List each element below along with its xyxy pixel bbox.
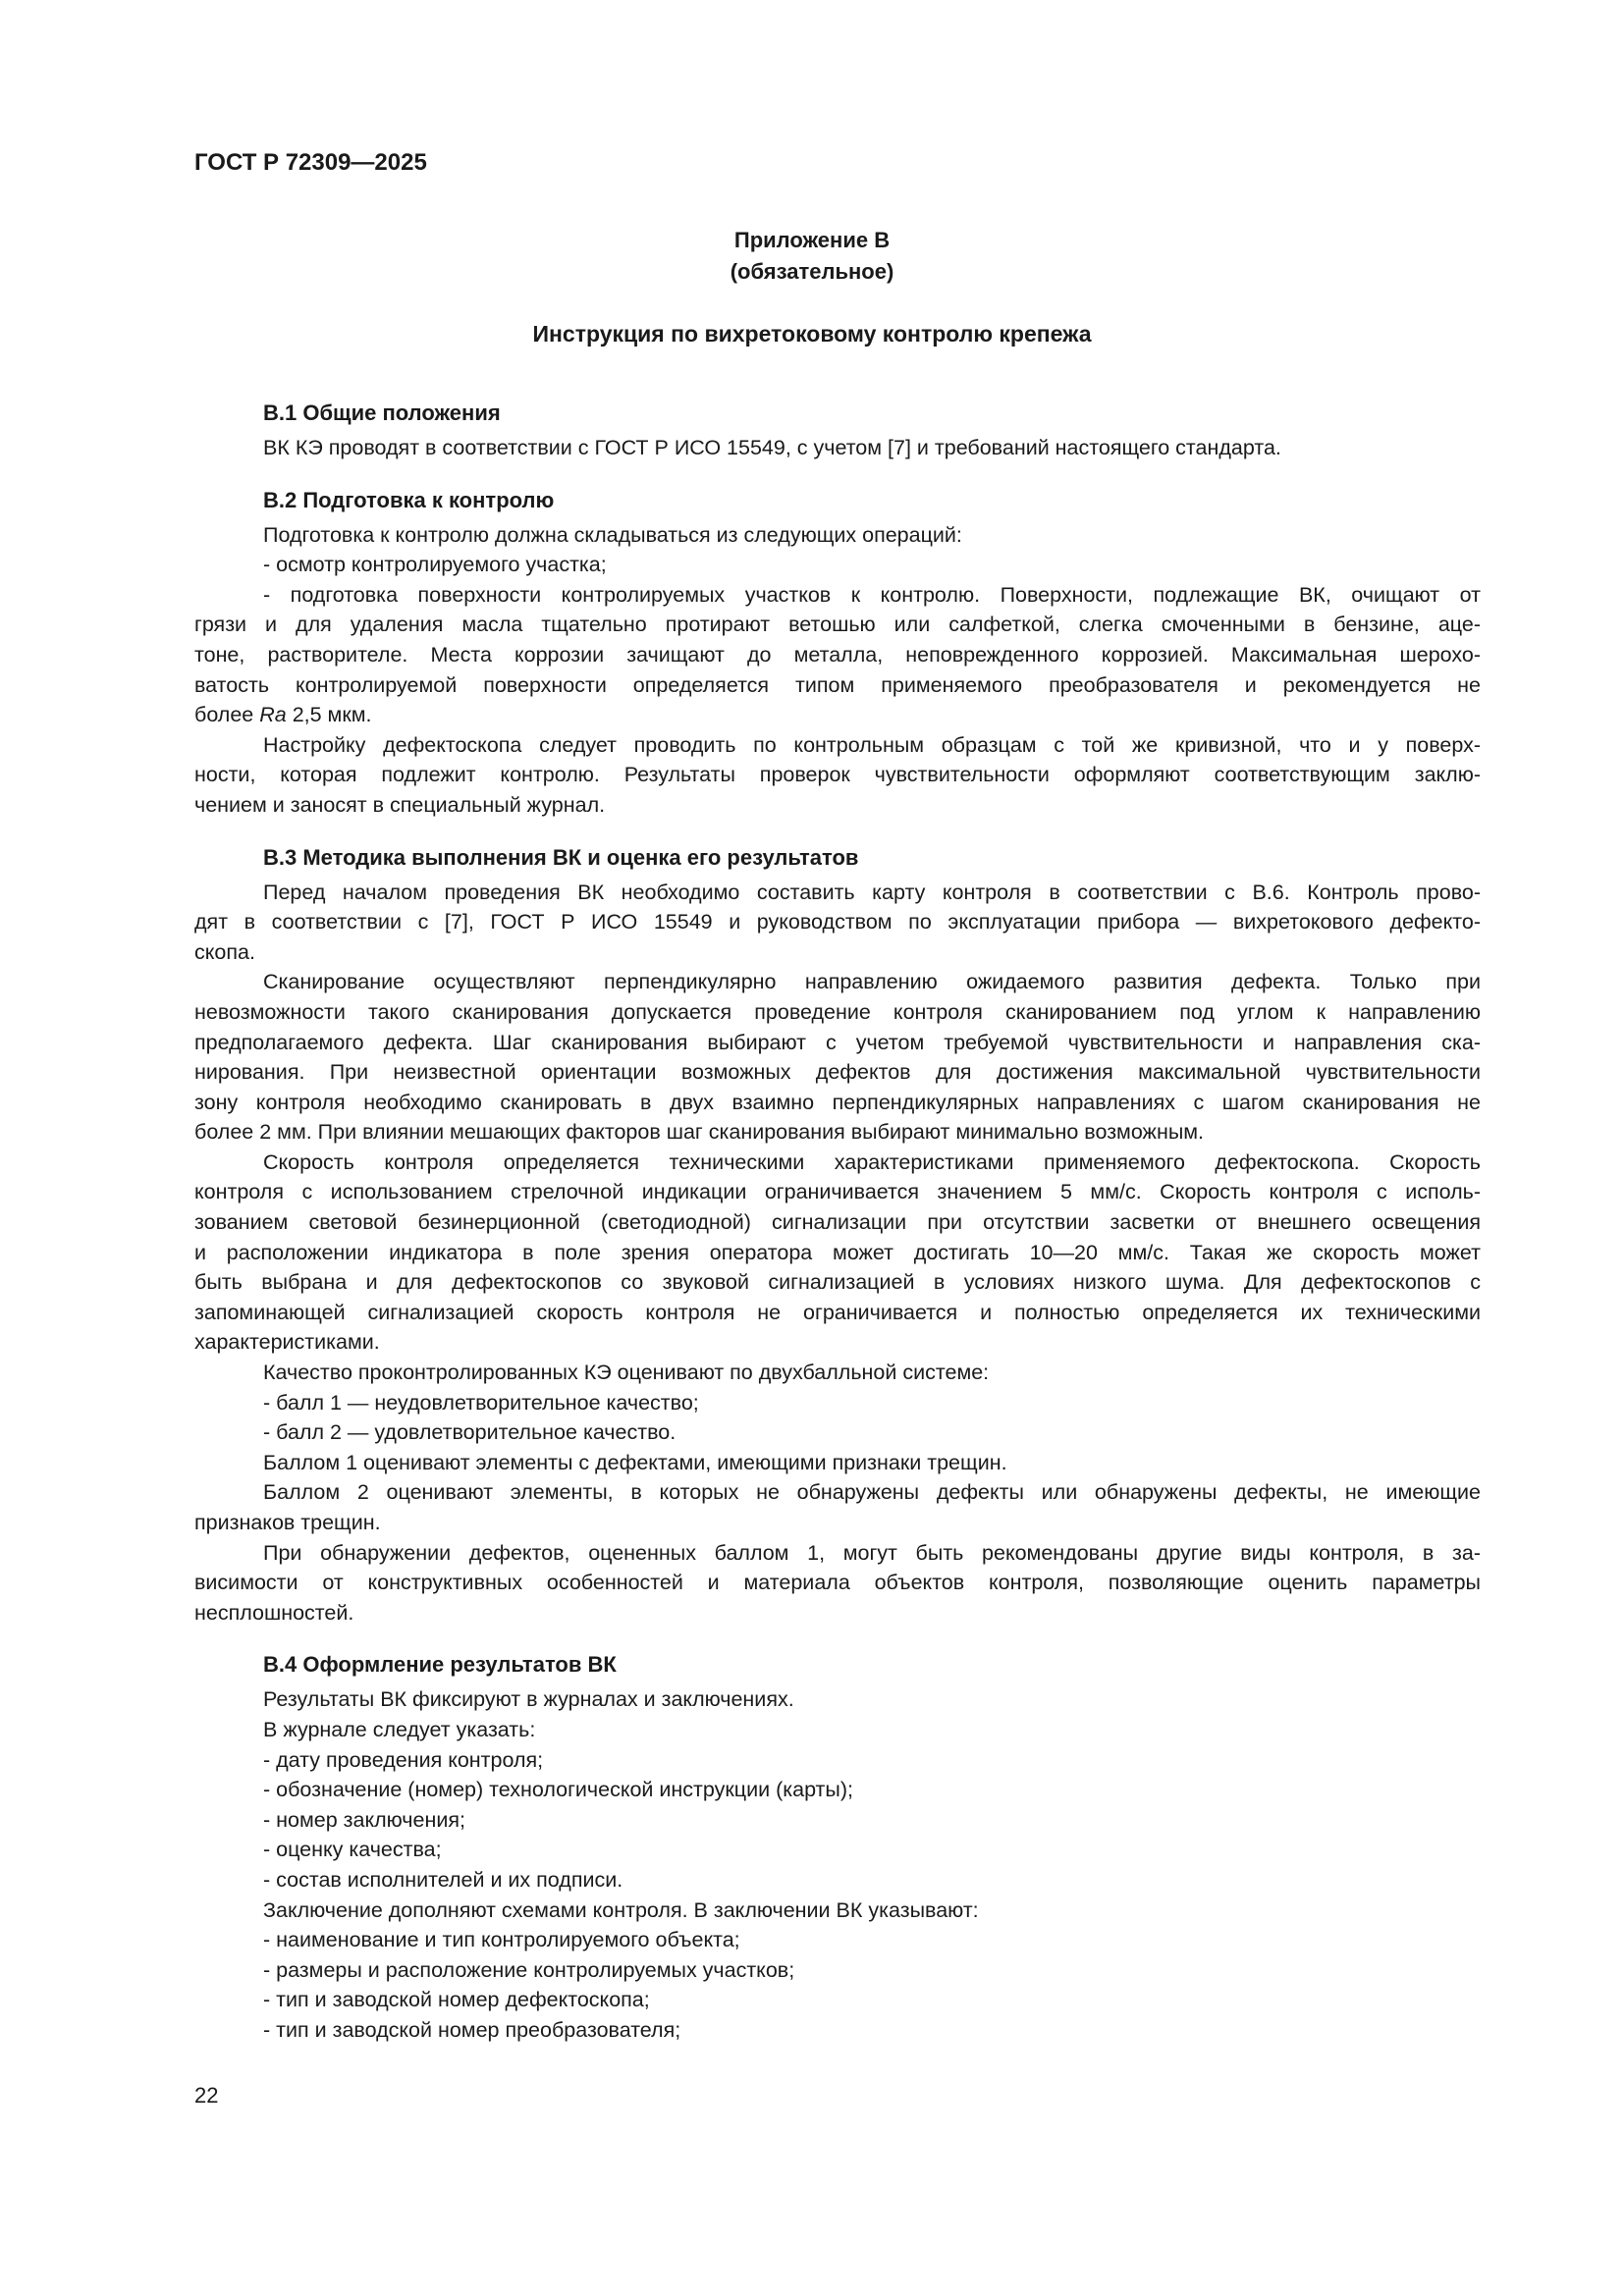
text-line: нирования. При неизвестной ориентации возможных дефектов для достижения максимальной чувствительности [194, 1060, 1481, 1085]
text-line: грязи и для удаления масла тщательно протирают ветошью или салфеткой, слегка смоченными в бензине, аце- [194, 613, 1481, 637]
text-line: дят в соответствии с [7], ГОСТ Р ИСО 15549 и руководством по эксплуатации прибора — вихретокового дефекто- [194, 910, 1481, 934]
annex-status: (обязательное) [730, 259, 894, 284]
text-line: Скорость контроля определяется техническими характеристиками применяемого дефектоскопа. Скорость [263, 1149, 1481, 1174]
text-line: предполагаемого дефекта. Шаг сканирования выбирают с учетом требуемой чувствительности и направления ска- [194, 1030, 1481, 1054]
text-line: Результаты ВК фиксируют в журналах и заключениях. [263, 1687, 794, 1712]
text-line: Баллом 1 оценивают элементы с дефектами, имеющими признаки трещин. [263, 1450, 1007, 1474]
page-number: 22 [194, 2083, 219, 2108]
section-heading: В.2 Подготовка к контролю [263, 487, 555, 512]
paragraph [194, 967, 1481, 1148]
roughness-symbol: Ra [259, 703, 287, 727]
text-line: зону контроля необходимо сканировать в двух взаимно перпендикулярных направлениях с шагом сканирования не [194, 1090, 1481, 1114]
text-line: скопа. [194, 939, 255, 964]
text-line: несплошностей. [194, 1600, 354, 1625]
text-line: - балл 1 — неудовлетворительное качество; [263, 1390, 699, 1415]
document-body [194, 398, 1481, 2046]
text-line: Баллом 2 оценивают элементы, в которых не обнаружены дефекты или обнаружены дефекты, не имеющие [263, 1480, 1481, 1505]
text-line: - состав исполнителей и их подписи. [263, 1867, 623, 1892]
paragraph [194, 433, 1481, 463]
section-heading: В.3 Методика выполнения ВК и оценка его результатов [263, 844, 859, 870]
text-line: При обнаружении дефектов, оцененных баллом 1, могут быть рекомендованы другие виды контроля, в за- [263, 1540, 1481, 1565]
list-item [194, 580, 1481, 730]
list-item [194, 1955, 1481, 1986]
section-heading: В.1 Общие положения [263, 400, 501, 425]
list-item [194, 1925, 1481, 1955]
text-line: Перед началом проведения ВК необходимо составить карту контроля в соответствии с В.6. Контроль прово- [263, 880, 1481, 904]
paragraph [194, 1538, 1481, 1629]
text-line: более Ra 2,5 мкм. [194, 703, 372, 727]
list-item [194, 1835, 1481, 1865]
paragraph [194, 1684, 1481, 1715]
text-line: ВК КЭ проводят в соответствии с ГОСТ Р ИСО 15549, с учетом [7] и требований настоящего стандарта. [263, 436, 1281, 459]
list-item [194, 1865, 1481, 1896]
text-line: - балл 2 — удовлетворительное качество. [263, 1420, 677, 1445]
text-line: Настройку дефектоскопа следует проводить по контрольным образцам с той же кривизной, что и у поверх- [263, 732, 1481, 757]
annex-heading [0, 225, 1624, 288]
list-item [194, 1985, 1481, 2015]
text-line: зованием световой безинерционной (светодиодной) сигнализации при отсутствии засветки от внешнего освещения [194, 1210, 1481, 1235]
text-line: - осмотр контролируемого участка; [263, 553, 607, 577]
text-line: контроля с использованием стрелочной индикации ограничивается значением 5 мм/с. Скорость контроля с исполь- [194, 1180, 1481, 1204]
text-line: запоминающей сигнализацией скорость контроля не ограничивается и полностью определяется их техническими [194, 1300, 1481, 1324]
paragraph [194, 1477, 1481, 1537]
text-line: характеристиками. [194, 1330, 380, 1355]
text-line: - наименование и тип контролируемого объекта; [263, 1928, 740, 1952]
text-line: висимости от конструктивных особенностей и материала объектов контроля, позволяющие оценить параметры [194, 1571, 1481, 1595]
text-line: тоне, растворителе. Места коррозии зачищают до металла, неповрежденного коррозией. Максимальная шерохо- [194, 642, 1481, 667]
text-line: - тип и заводской номер преобразователя; [263, 2017, 681, 2042]
list-item [194, 2015, 1481, 2046]
document-id-header: ГОСТ Р 72309—2025 [194, 149, 427, 176]
text-line: чением и заносят в специальный журнал. [194, 792, 606, 817]
text-line: - размеры и расположение контролируемых участков; [263, 1957, 795, 1982]
text-line: Качество проконтролированных КЭ оценивают по двухбалльной системе: [263, 1361, 990, 1385]
text-line: - обозначение (номер) технологической инструкции (карты); [263, 1778, 853, 1802]
paragraph [194, 1148, 1481, 1358]
paragraph [194, 730, 1481, 821]
list-item [194, 1417, 1481, 1448]
list-item [194, 1805, 1481, 1836]
list-item [194, 550, 1481, 580]
text-line: Сканирование осуществляют перпендикулярно направлению ожидаемого развития дефекта. Только при [263, 970, 1481, 994]
text-line: признаков трещин. [194, 1511, 381, 1534]
list-item [194, 1775, 1481, 1805]
paragraph [194, 520, 1481, 551]
text-line: ватость контролируемой поверхности определяется типом применяемого преобразователя и рекомендуется не [194, 672, 1481, 697]
text-line: - тип и заводской номер дефектоскопа; [263, 1988, 650, 2012]
paragraph [194, 878, 1481, 968]
annex-label: Приложение В [733, 228, 891, 252]
paragraph [194, 1448, 1481, 1478]
text-line: более 2 мм. При влиянии мешающих факторов шаг сканирования выбирают минимально возможным. [194, 1120, 1205, 1145]
text-line: Подготовка к контролю должна складываться из следующих операций: [263, 522, 962, 547]
text-line: - подготовка поверхности контролируемых участков к контролю. Поверхности, подлежащие ВК, очищают от [263, 582, 1481, 607]
annex-title: Инструкция по вихретоковому контролю крепежа [532, 321, 1092, 347]
text-line: и расположении индикатора в поле зрения оператора может достигать 10—20 мм/с. Такая же скорость может [194, 1240, 1481, 1264]
text-line: В журнале следует указать: [263, 1717, 536, 1741]
text-line: - дату проведения контроля; [263, 1747, 544, 1772]
text-line: невозможности такого сканирования допускается проведение контроля сканированием под углом к направлению [194, 999, 1481, 1024]
text-line: - оценку качества; [263, 1838, 442, 1862]
paragraph [194, 1358, 1481, 1388]
text-line: ности, которая подлежит контролю. Результаты проверок чувствительности оформляют соответствующим заклю- [194, 763, 1481, 787]
list-item [194, 1388, 1481, 1418]
paragraph [194, 1896, 1481, 1926]
text-line: - номер заключения; [263, 1807, 465, 1832]
section-heading: В.4 Оформление результатов ВК [263, 1652, 617, 1678]
paragraph [194, 1715, 1481, 1745]
text-line: Заключение дополняют схемами контроля. В заключении ВК указывают: [263, 1897, 979, 1922]
text-line: быть выбрана и для дефектоскопов со звуковой сигнализацией в условиях низкого шума. Для дефектоскопов с [194, 1270, 1481, 1295]
list-item [194, 1745, 1481, 1776]
